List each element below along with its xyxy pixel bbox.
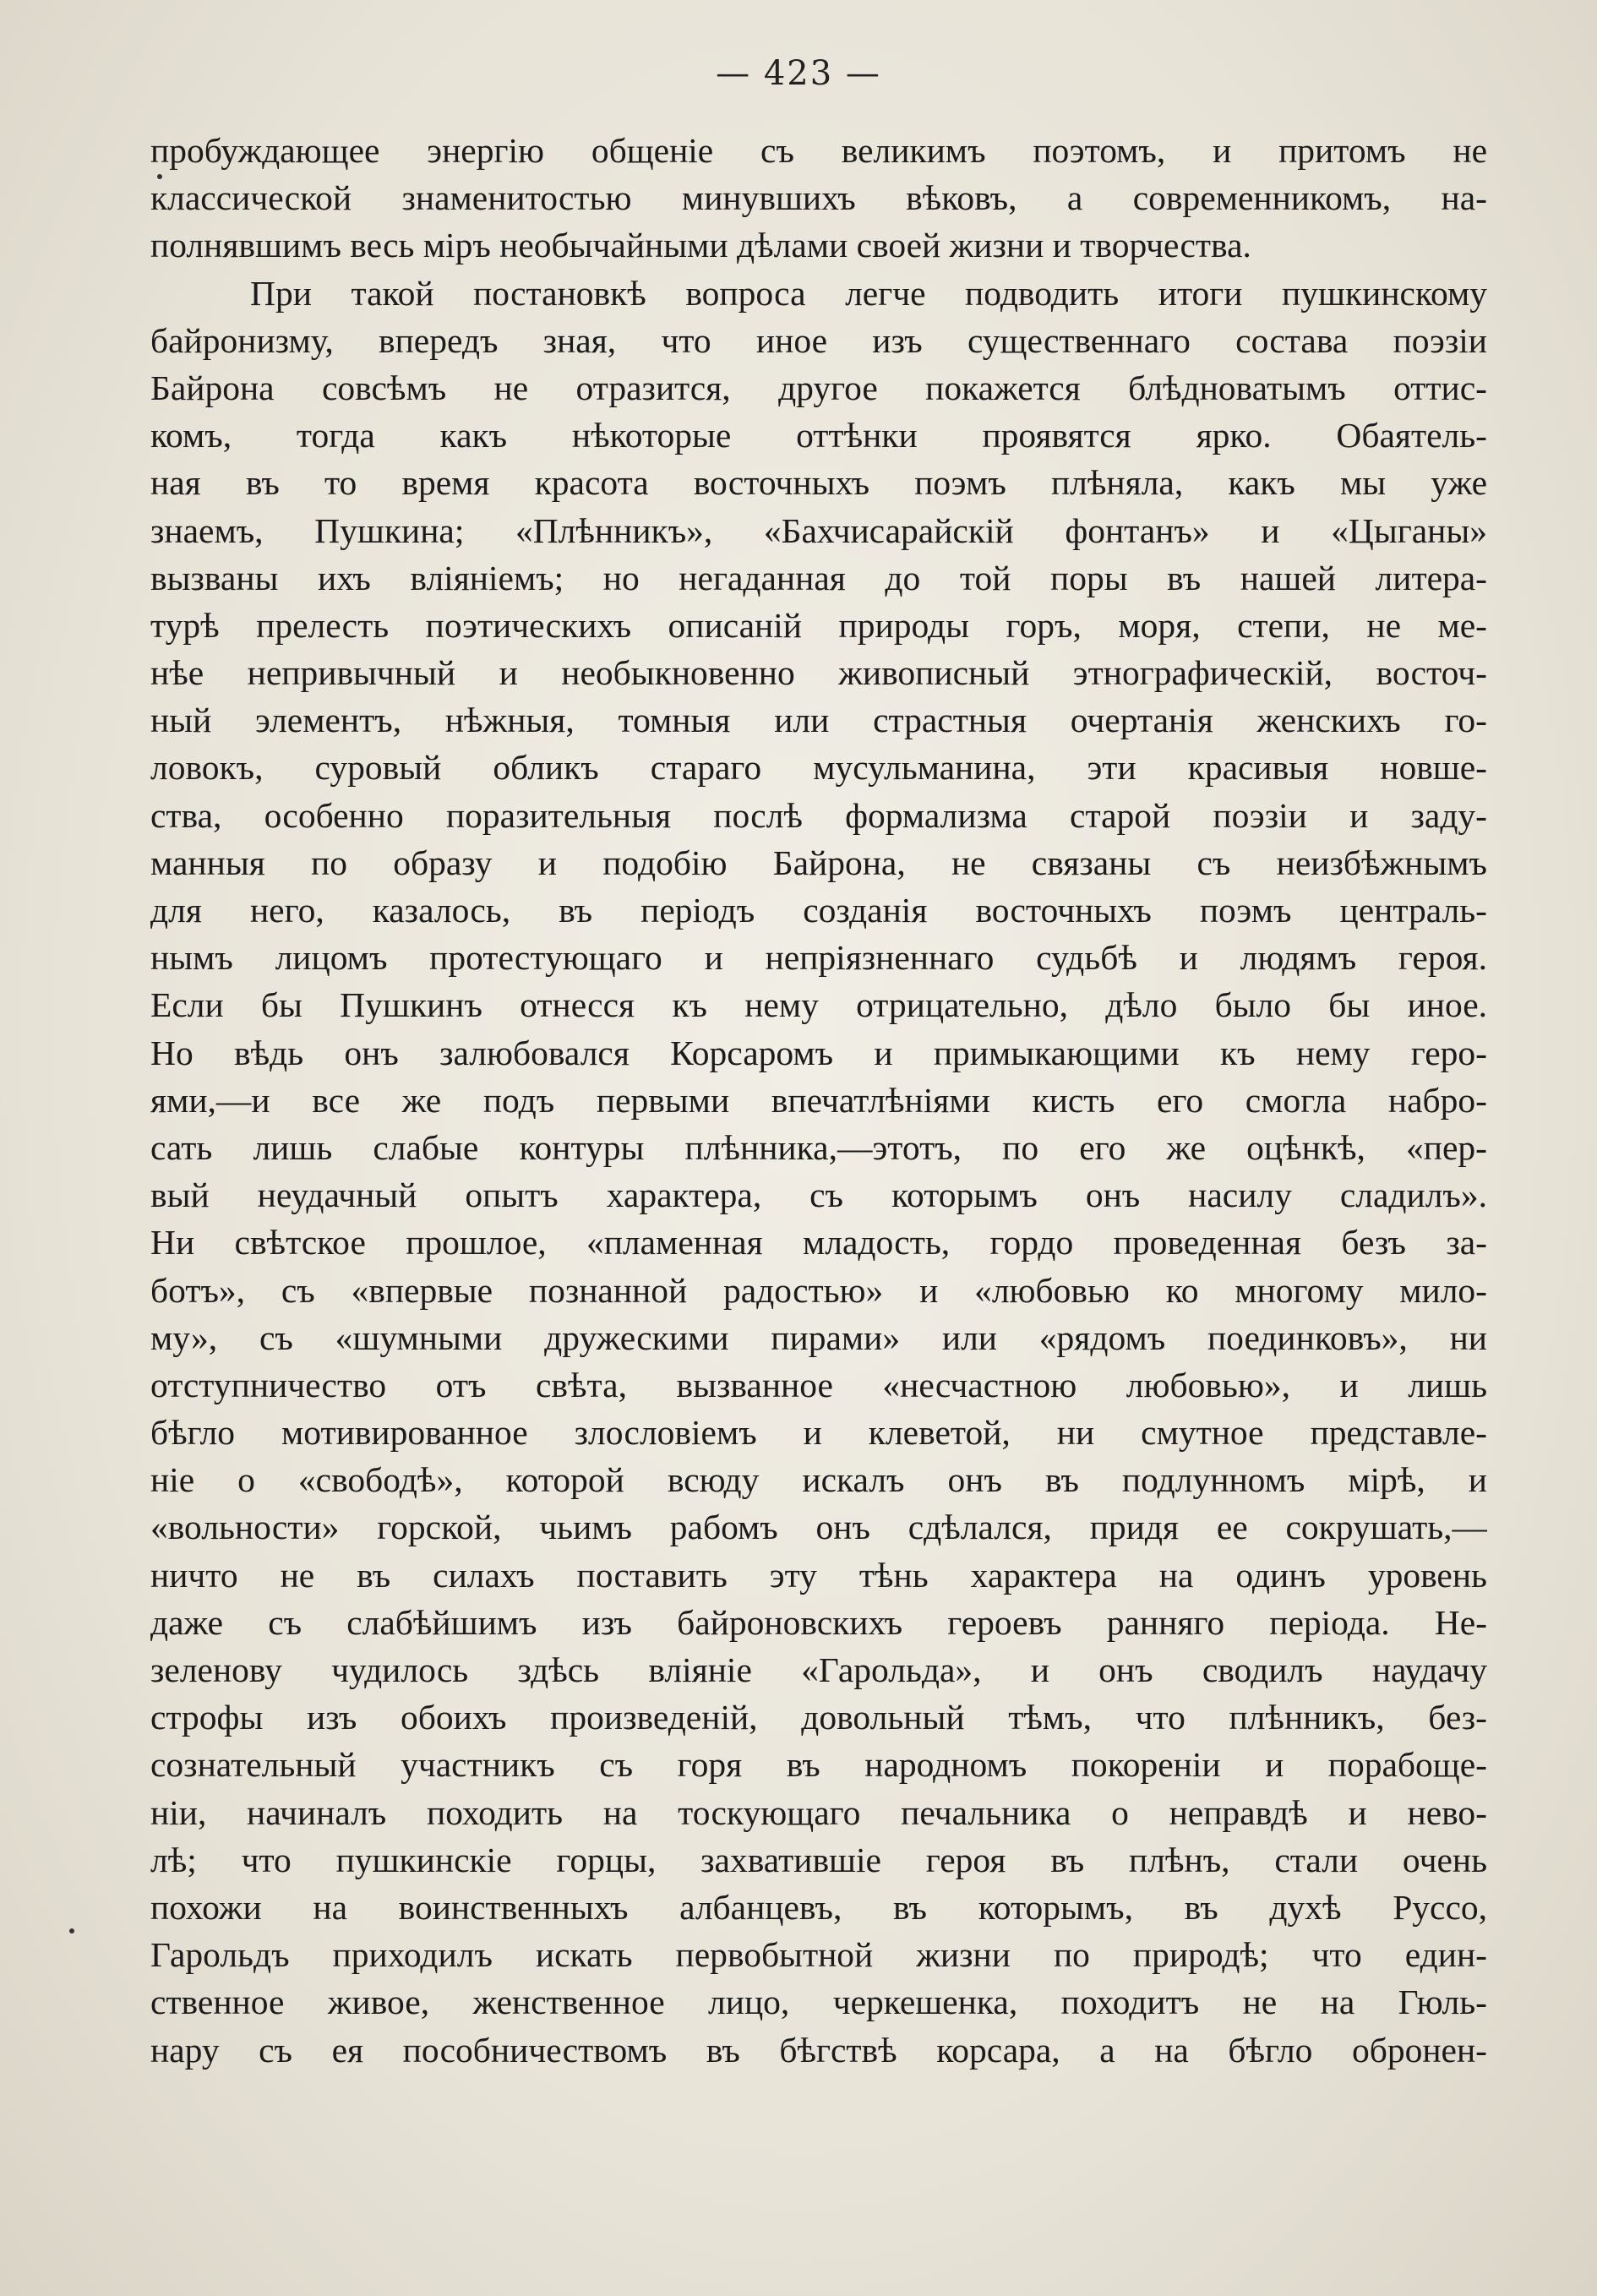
text-line: классической знаменитостью минувшихъ вѣковъ, а современникомъ, на- xyxy=(150,178,1487,218)
text-line: похожи на воинственныхъ албанцевъ, въ которымъ, въ духѣ Руссо, xyxy=(150,1887,1487,1927)
text-line: сать лишь слабые контуры плѣнника,—этотъ, по его же оцѣнкѣ, «пер- xyxy=(150,1127,1487,1167)
text-line: ственное живое, женственное лицо, черкешенка, походитъ не на Гюль- xyxy=(150,1982,1487,2022)
text-line: ями,—и все же подъ первыми впечатлѣніями кисть его смогла набро- xyxy=(150,1080,1487,1120)
text-line: Если бы Пушкинъ отнесся къ нему отрицательно, дѣло было бы иное. xyxy=(150,985,1487,1025)
text-line: зеленову чудилось здѣсь вліяніе «Гарольда», и онъ сводилъ наудачу xyxy=(150,1650,1487,1689)
text-line: ніи, начиналъ походить на тоскующаго печальника о неправдѣ и нево- xyxy=(150,1792,1487,1832)
text-line: Гарольдъ приходилъ искать первобытной жизни по природѣ; что един- xyxy=(150,1935,1487,1975)
text-line: нѣе непривычный и необыкновенно живописный этнографическій, восточ- xyxy=(150,653,1487,693)
text-line: манныя по образу и подобію Байрона, не связаны съ неизбѣжнымъ xyxy=(150,843,1487,882)
text-line: вызваны ихъ вліяніемъ; но негаданная до той поры въ нашей литера- xyxy=(150,558,1487,597)
text-line: ства, особенно поразительныя послѣ формализма старой поэзіи и заду- xyxy=(150,795,1487,835)
text-line: ничто не въ силахъ поставить эту тѣнь характера на одинъ уровень xyxy=(150,1555,1487,1595)
text-line: му», съ «шумными дружескими пирами» или «рядомъ поединковъ», ни xyxy=(150,1317,1487,1357)
text-line: При такой постановкѣ вопроса легче подводить итоги пушкинскому xyxy=(250,273,1487,313)
text-line: отступничество отъ свѣта, вызванное «несчастною любовью», и лишь xyxy=(150,1365,1487,1404)
text-line: строфы изъ обоихъ произведеній, довольный тѣмъ, что плѣнникъ, без- xyxy=(150,1698,1487,1737)
text-line: Ни свѣтское прошлое, «пламенная младость, гордо проведенная безъ за- xyxy=(150,1223,1487,1263)
text-line: даже съ слабѣйшимъ изъ байроновскихъ героевъ ранняго періода. Не- xyxy=(150,1602,1487,1642)
text-line: ботъ», съ «впервые познанной радостью» и «любовью ко многому мило- xyxy=(150,1270,1487,1310)
body-text xyxy=(150,127,1487,2074)
text-line: ловокъ, суровый обликъ стараго мусульманина, эти красивыя новше- xyxy=(150,748,1487,788)
text-line: «вольности» горской, чьимъ рабомъ онъ сдѣлался, придя ее сокрушать,— xyxy=(150,1508,1487,1547)
text-line: Но вѣдь онъ залюбовался Корсаромъ и примыкающими къ нему геро- xyxy=(150,1033,1487,1072)
text-line: вый неудачный опытъ характера, съ которымъ онъ насилу сладилъ». xyxy=(150,1175,1487,1215)
text-line: ная въ то время красота восточныхъ поэмъ плѣняла, какъ мы уже xyxy=(150,463,1487,503)
page-number: — 423 — xyxy=(716,54,881,93)
text-line: знаемъ, Пушкина; «Плѣнникъ», «Бахчисарайскій фонтанъ» и «Цыганы» xyxy=(150,510,1487,550)
text-line: сознательный участникъ съ горя въ народномъ покореніи и порабоще- xyxy=(150,1745,1487,1785)
text-line: лѣ; что пушкинскіе горцы, захватившіе героя въ плѣнъ, стали очень xyxy=(150,1840,1487,1879)
text-line: Байрона совсѣмъ не отразится, другое покажется блѣдноватымъ оттис- xyxy=(150,368,1487,407)
text-line: нару съ ея пособничествомъ въ бѣгствѣ корсара, а на бѣгло обронен- xyxy=(150,2030,1487,2070)
text-line: ный элементъ, нѣжныя, томныя или страстныя очертанія женскихъ го- xyxy=(150,701,1487,740)
text-line: турѣ прелесть поэтическихъ описаній природы горъ, моря, степи, не ме- xyxy=(150,605,1487,645)
text-line: бѣгло мотивированное злословіемъ и клеветой, ни смутное представле- xyxy=(150,1413,1487,1453)
text-line: нымъ лицомъ протестующаго и непріязненнаго судьбѣ и людямъ героя. xyxy=(150,938,1487,978)
text-line: полнявшимъ весь міръ необычайными дѣлами своей жизни и творчества. xyxy=(150,226,1251,265)
text-line: комъ, тогда какъ нѣкоторые оттѣнки проявятся ярко. Обаятель- xyxy=(150,416,1487,455)
text-line: для него, казалось, въ періодъ созданія восточныхъ поэмъ централь- xyxy=(150,891,1487,930)
print-speck xyxy=(69,1928,74,1933)
text-line: байронизму, впередъ зная, что иное изъ существеннаго состава поэзіи xyxy=(150,320,1487,360)
text-line: пробуждающее энергію общеніе съ великимъ поэтомъ, и притомъ не xyxy=(150,131,1487,170)
text-line: ніе о «свободѣ», которой всюду искалъ онъ въ подлунномъ мірѣ, и xyxy=(150,1460,1487,1500)
